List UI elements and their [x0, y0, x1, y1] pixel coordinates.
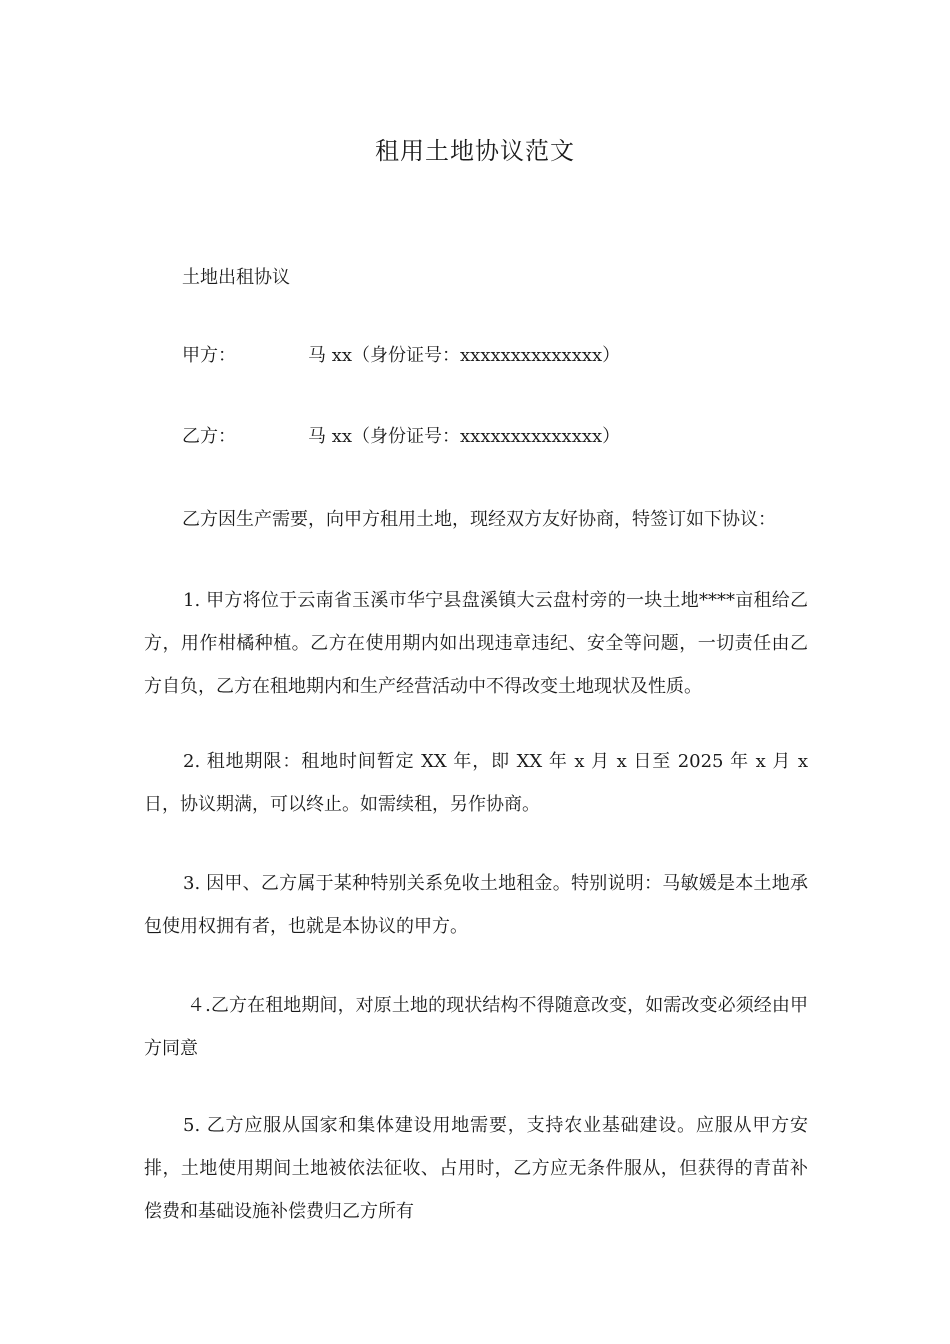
party-a-value: 马 xx（身份证号：xxxxxxxxxxxxxx）	[308, 345, 621, 366]
party-b-label: 乙方：	[182, 426, 236, 447]
clause-4: ４.乙方在租地期间，对原土地的现状结构不得随意改变，如需改变必须经由甲方同意	[144, 995, 808, 1059]
intro-paragraph: 乙方因生产需要，向甲方租用土地，现经双方友好协商，特签订如下协议：	[182, 509, 776, 530]
clause-1: 1. 甲方将位于云南省玉溪市华宁县盘溪镇大云盘村旁的一块土地****亩租给乙方，用作柑橘种植。乙方在使用期内如出现违章违纪、安全等问题，一切责任由乙方自负，乙方在租地期内和生产经营活动中不得改变土地现状及性质。	[144, 590, 808, 697]
party-a-label: 甲方：	[182, 345, 236, 366]
party-b-value: 马 xx（身份证号：xxxxxxxxxxxxxx）	[308, 426, 621, 447]
clause-5: 5. 乙方应服从国家和集体建设用地需要，支持农业基础建设。应服从甲方安排，土地使用期间土地被依法征收、占用时，乙方应无条件服从，但获得的青苗补偿费和基础设施补偿费归乙方所有	[144, 1115, 808, 1222]
document-title: 租用土地协议范文	[375, 137, 575, 165]
clause-3: 3. 因甲、乙方属于某种特别关系免收土地租金。特别说明：马敏媛是本土地承包使用权拥有者，也就是本协议的甲方。	[144, 873, 808, 937]
agreement-subheading: 土地出租协议	[182, 267, 290, 288]
clause-2: 2. 租地期限：租地时间暂定 XX 年，即 XX 年 x 月 x 日至 2025 年 x 月 x 日，协议期满，可以终止。如需续租，另作协商。	[144, 751, 808, 815]
